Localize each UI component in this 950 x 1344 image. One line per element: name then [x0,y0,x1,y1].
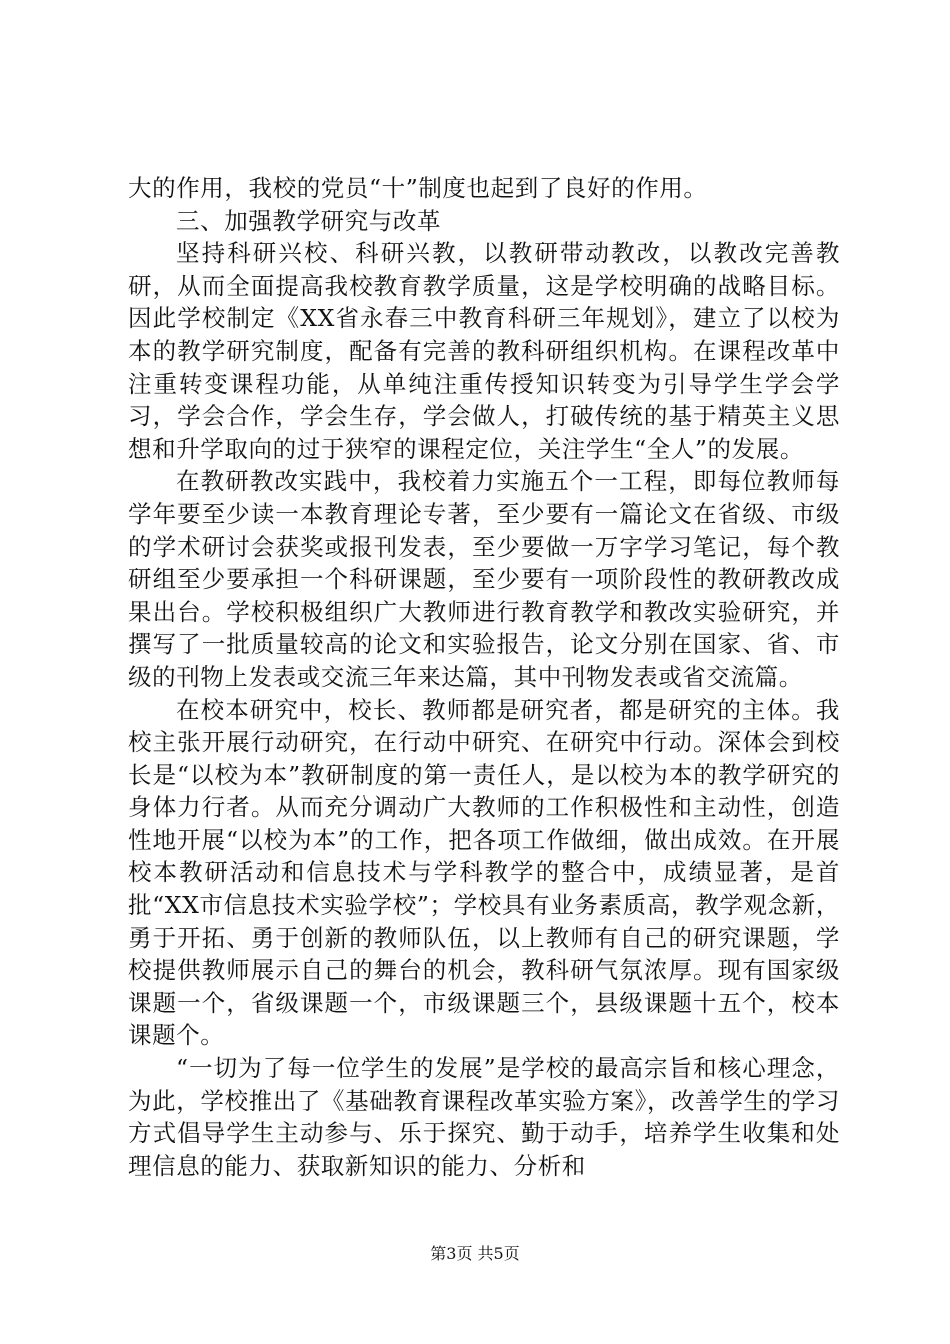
document-body [128,172,840,1182]
paragraph: “一切为了每一位学生的发展”是学校的最高宗旨和核心理念，为此，学校推出了《基础教育课程改革实验方案》，改善学生的学习方式倡导学生主动参与、乐于探究、勤于动手，培养学生收集和处理信息的能力、获取新知识的能力、分析和 [128,1054,840,1180]
paragraph: 在校本研究中，校长、教师都是研究者，都是研究的主体。我校主张开展行动研究，在行动中研究、在研究中行动。深体会到校长是“以校为本”教研制度的第一责任人，是以校为本的教学研究的身体力行者。从而充分调动广大教师的工作积极性和主动性，创造性地开展“以校为本”的工作，把各项工作做细，做出成效。在开展校本教研活动和信息技术与学科教学的整合中，成绩显著，是首批“XX市信息技术实验学校”；学校具有业务素质高，教学观念新，勇于开拓、勇于创新的教师队伍，以上教师有自己的研究课题，学校提供教师展示自己的舞台的机会，教科研气氛浓厚。现有国家级课题一个，省级课题一个，市级课题三个，县级课题十五个，校本课题个。 [128,695,840,1050]
paragraph: 坚持科研兴校、科研兴教，以教研带动教改，以教改完善教研，从而全面提高我校教育教学质量，这是学校明确的战略目标。因此学校制定《XX省永春三中教育科研三年规划》，建立了以校为本的教学研究制度，配备有完善的教科研组织机构。在课程改革中注重转变课程功能，从单纯注重传授知识转变为引导学生学会学习，学会合作，学会生存，学会做人，打破传统的基于精英主义思想和升学取向的过于狭窄的课程定位，关注学生“全人”的发展。 [128,239,840,463]
paragraph-continuation: 大的作用，我校的党员“十”制度也起到了良好的作用。 [128,174,708,202]
page-number-footer: 第3页 共5页 [430,1244,520,1263]
paragraph: 在教研教改实践中，我校着力实施五个一工程，即每位教师每学年要至少读一本教育理论专著，至少要有一篇论文在省级、市级的学术研讨会获奖或报刊发表，至少要做一万字学习笔记，每个教研组至少要承担一个科研课题，至少要有一项阶段性的教研教改成果出台。学校积极组织广大教师进行教育教学和教改实验研究，并撰写了一批质量较高的论文和实验报告，论文分别在国家、省、市级的刊物上发表或交流三年来达篇，其中刊物发表或省交流篇。 [128,467,840,691]
section-heading: 三、加强教学研究与改革 [176,206,442,235]
